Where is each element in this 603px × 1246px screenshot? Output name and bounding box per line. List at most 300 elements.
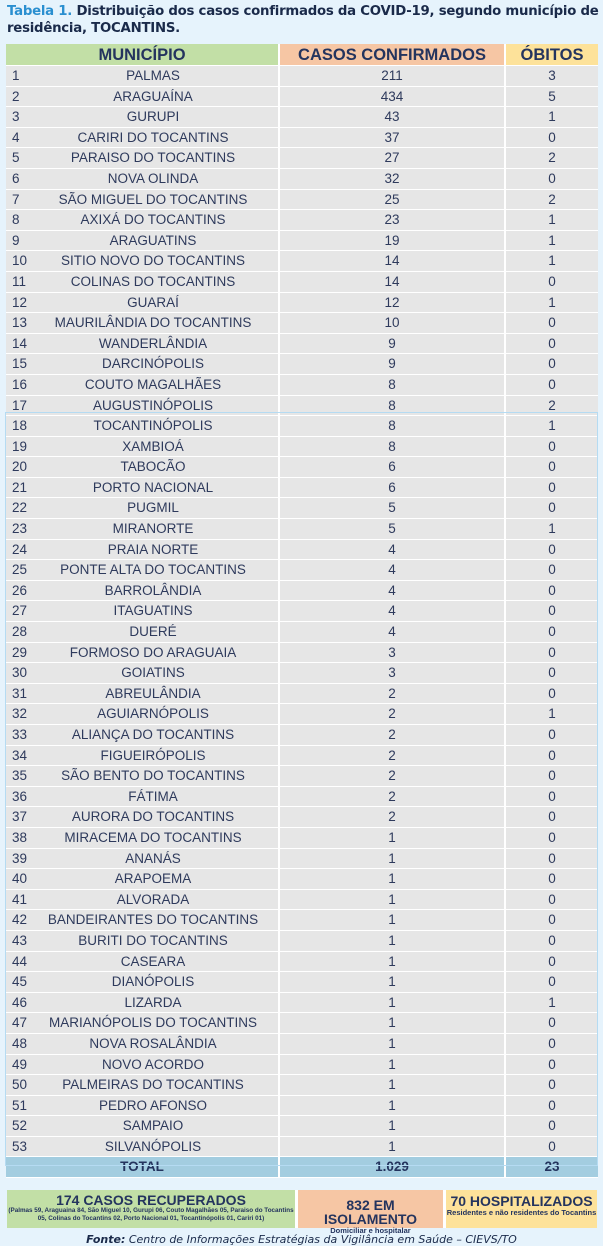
municipio-cell bbox=[6, 478, 280, 499]
casos-cell: 1 bbox=[280, 1075, 506, 1096]
obitos-cell: 0 bbox=[506, 313, 598, 334]
municipio-name: SÃO BENTO DO TOCANTINS bbox=[61, 768, 245, 784]
municipio-name: NOVO ACORDO bbox=[101, 1056, 204, 1072]
casos-cell: 8 bbox=[280, 437, 506, 458]
source-label: Fonte: bbox=[86, 1233, 126, 1246]
obitos-cell: 0 bbox=[506, 746, 598, 767]
municipio-name: TABOCÃO bbox=[120, 459, 186, 475]
municipio-name: PORTO NACIONAL bbox=[92, 479, 214, 495]
row-number: 24 bbox=[12, 541, 28, 557]
total-label: TOTAL bbox=[6, 1157, 280, 1178]
table-row bbox=[6, 210, 598, 231]
table-row bbox=[6, 1137, 598, 1158]
municipio-name: AXIXÁ DO TOCANTINS bbox=[80, 212, 226, 228]
casos-cell: 12 bbox=[280, 293, 506, 314]
obitos-cell: 0 bbox=[506, 869, 598, 890]
table-row bbox=[6, 787, 598, 808]
summary-recuperados bbox=[7, 1190, 298, 1228]
municipio-cell bbox=[6, 169, 280, 190]
obitos-cell: 0 bbox=[506, 478, 598, 499]
casos-cell: 211 bbox=[280, 66, 506, 87]
table-row bbox=[6, 560, 598, 581]
recuperados-title: 174 CASOS RECUPERADOS bbox=[56, 1192, 246, 1208]
municipio-name: BURITI DO TOCANTINS bbox=[78, 932, 228, 948]
municipio-name: BARROLÂNDIA bbox=[104, 582, 202, 598]
municipio-name: GOIATINS bbox=[121, 665, 185, 681]
table-row bbox=[6, 251, 598, 272]
obitos-cell: 1 bbox=[506, 210, 598, 231]
municipio-name: AUGUSTINÓPOLIS bbox=[92, 397, 214, 413]
municipio-cell bbox=[6, 643, 280, 664]
obitos-cell: 0 bbox=[506, 1013, 598, 1034]
row-number: 51 bbox=[12, 1097, 28, 1113]
municipio-name: CASEARA bbox=[120, 953, 186, 969]
row-number: 21 bbox=[12, 479, 28, 495]
obitos-cell: 0 bbox=[506, 560, 598, 581]
table-row bbox=[6, 910, 598, 931]
table-row bbox=[6, 704, 598, 725]
municipio-name: LIZARDA bbox=[124, 994, 182, 1010]
table-title-label: Tabela 1. bbox=[7, 4, 73, 19]
obitos-cell: 1 bbox=[506, 519, 598, 540]
municipio-cell bbox=[6, 375, 280, 396]
municipio-name: WANDERLÂNDIA bbox=[98, 335, 208, 351]
row-number: 8 bbox=[12, 212, 20, 228]
municipio-cell bbox=[6, 993, 280, 1014]
casos-cell: 1 bbox=[280, 1013, 506, 1034]
row-number: 13 bbox=[12, 315, 28, 331]
municipio-cell bbox=[6, 231, 280, 252]
municipio-cell bbox=[6, 498, 280, 519]
municipio-name: FÁTIMA bbox=[128, 788, 178, 804]
hospitalizados-title: 70 HOSPITALIZADOS bbox=[450, 1193, 593, 1209]
table-row bbox=[6, 478, 598, 499]
row-number: 25 bbox=[12, 562, 28, 578]
table-row bbox=[6, 890, 598, 911]
municipio-cell bbox=[6, 704, 280, 725]
municipio-cell bbox=[6, 293, 280, 314]
table-title-text: Distribuição dos casos confirmados da COVID-19, segundo município de residência, TOCANTINS. bbox=[7, 4, 599, 36]
municipio-name: MAURILÂNDIA DO TOCANTINS bbox=[54, 315, 252, 331]
table-row bbox=[6, 293, 598, 314]
row-number: 12 bbox=[12, 294, 28, 310]
municipio-cell bbox=[6, 766, 280, 787]
header-casos-confirmados: CASOS CONFIRMADOS bbox=[280, 44, 506, 66]
table-row bbox=[6, 601, 598, 622]
table-row bbox=[6, 457, 598, 478]
casos-cell: 19 bbox=[280, 231, 506, 252]
municipio-cell bbox=[6, 334, 280, 355]
municipio-name: ARAGUATINS bbox=[109, 232, 197, 248]
obitos-cell: 0 bbox=[506, 354, 598, 375]
municipio-cell bbox=[6, 190, 280, 211]
row-number: 50 bbox=[12, 1077, 28, 1093]
row-number: 1 bbox=[12, 68, 20, 83]
table-row bbox=[6, 437, 598, 458]
casos-cell: 37 bbox=[280, 128, 506, 149]
municipio-name: PALMAS bbox=[126, 68, 180, 83]
summary-hospitalizados bbox=[446, 1190, 597, 1228]
casos-cell: 5 bbox=[280, 519, 506, 540]
municipio-name: AGUIARNÓPOLIS bbox=[97, 706, 209, 722]
casos-cell: 1 bbox=[280, 849, 506, 870]
obitos-cell: 0 bbox=[506, 931, 598, 952]
table-row bbox=[6, 416, 598, 437]
municipio-name: PEDRO AFONSO bbox=[98, 1097, 208, 1113]
municipio-cell bbox=[6, 457, 280, 478]
municipio-name: COLINAS DO TOCANTINS bbox=[70, 273, 236, 289]
municipio-cell bbox=[6, 107, 280, 128]
row-number: 22 bbox=[12, 500, 28, 516]
table-row bbox=[6, 272, 598, 293]
obitos-cell: 0 bbox=[506, 272, 598, 293]
municipio-cell bbox=[6, 210, 280, 231]
obitos-cell: 0 bbox=[506, 1055, 598, 1076]
casos-cell: 9 bbox=[280, 334, 506, 355]
municipio-cell bbox=[6, 251, 280, 272]
row-number: 6 bbox=[12, 170, 20, 186]
row-number: 29 bbox=[12, 644, 28, 660]
casos-cell: 8 bbox=[280, 375, 506, 396]
casos-cell: 8 bbox=[280, 416, 506, 437]
obitos-cell: 1 bbox=[506, 993, 598, 1014]
casos-cell: 14 bbox=[280, 272, 506, 293]
casos-cell: 2 bbox=[280, 725, 506, 746]
casos-cell: 2 bbox=[280, 746, 506, 767]
obitos-cell: 2 bbox=[506, 396, 598, 417]
municipio-cell bbox=[6, 869, 280, 890]
municipio-cell bbox=[6, 601, 280, 622]
municipio-name: MARIANÓPOLIS DO TOCANTINS bbox=[48, 1015, 258, 1031]
municipio-name: CARIRI DO TOCANTINS bbox=[77, 129, 229, 145]
obitos-cell: 0 bbox=[506, 457, 598, 478]
municipio-name: NOVA ROSALÂNDIA bbox=[89, 1035, 217, 1051]
total-obitos: 23 bbox=[506, 1157, 598, 1178]
row-number: 26 bbox=[12, 582, 28, 598]
table-row bbox=[6, 725, 598, 746]
municipio-name: PARAISO DO TOCANTINS bbox=[70, 150, 236, 166]
municipio-cell bbox=[6, 1013, 280, 1034]
obitos-cell: 0 bbox=[506, 540, 598, 561]
municipio-name: MIRACEMA DO TOCANTINS bbox=[64, 829, 242, 845]
row-number: 35 bbox=[12, 768, 28, 784]
casos-cell: 3 bbox=[280, 643, 506, 664]
row-number: 45 bbox=[12, 974, 28, 990]
municipio-name: GURUPI bbox=[126, 109, 180, 125]
table-row bbox=[6, 107, 598, 128]
municipio-name: ANANÁS bbox=[125, 850, 181, 866]
municipio-cell bbox=[6, 87, 280, 108]
row-number: 49 bbox=[12, 1056, 28, 1072]
row-number: 52 bbox=[12, 1118, 28, 1134]
obitos-cell: 1 bbox=[506, 293, 598, 314]
row-number: 30 bbox=[12, 665, 28, 681]
obitos-cell: 0 bbox=[506, 1096, 598, 1117]
casos-cell: 3 bbox=[280, 663, 506, 684]
table-row bbox=[6, 807, 598, 828]
row-number: 40 bbox=[12, 871, 28, 887]
table-row bbox=[6, 354, 598, 375]
casos-cell: 9 bbox=[280, 354, 506, 375]
municipio-cell bbox=[6, 890, 280, 911]
municipio-name: DARCINÓPOLIS bbox=[101, 356, 205, 372]
row-number: 15 bbox=[12, 356, 28, 372]
obitos-cell: 0 bbox=[506, 663, 598, 684]
row-number: 9 bbox=[12, 232, 20, 248]
obitos-cell: 0 bbox=[506, 1034, 598, 1055]
municipio-cell bbox=[6, 519, 280, 540]
municipio-cell bbox=[6, 787, 280, 808]
municipio-cell bbox=[6, 560, 280, 581]
casos-cell: 5 bbox=[280, 498, 506, 519]
municipio-name: FIGUEIRÓPOLIS bbox=[100, 747, 206, 763]
casos-cell: 1 bbox=[280, 952, 506, 973]
obitos-cell: 0 bbox=[506, 725, 598, 746]
table-row bbox=[6, 643, 598, 664]
obitos-cell: 2 bbox=[506, 148, 598, 169]
covid-table bbox=[6, 44, 598, 1179]
casos-cell: 43 bbox=[280, 107, 506, 128]
casos-cell: 32 bbox=[280, 169, 506, 190]
municipio-name: MIRANORTE bbox=[112, 521, 194, 537]
header-municipio: MUNICÍPIO bbox=[6, 44, 280, 66]
obitos-cell: 0 bbox=[506, 828, 598, 849]
casos-cell: 1 bbox=[280, 828, 506, 849]
casos-cell: 10 bbox=[280, 313, 506, 334]
table-row bbox=[6, 1096, 598, 1117]
table-row bbox=[6, 148, 598, 169]
municipio-name: ALIANÇA DO TOCANTINS bbox=[71, 727, 235, 742]
municipio-cell bbox=[6, 1096, 280, 1117]
municipio-name: ARAPOEMA bbox=[114, 871, 192, 887]
row-number: 2 bbox=[12, 88, 20, 104]
casos-cell: 1 bbox=[280, 1055, 506, 1076]
table-row bbox=[6, 581, 598, 602]
obitos-cell: 0 bbox=[506, 787, 598, 808]
municipio-cell bbox=[6, 684, 280, 705]
table-row bbox=[6, 622, 598, 643]
row-number: 20 bbox=[12, 459, 28, 475]
municipio-cell bbox=[6, 622, 280, 643]
casos-cell: 6 bbox=[280, 478, 506, 499]
municipio-cell bbox=[6, 849, 280, 870]
casos-cell: 1 bbox=[280, 1034, 506, 1055]
table-row bbox=[6, 128, 598, 149]
casos-cell: 4 bbox=[280, 581, 506, 602]
obitos-cell: 0 bbox=[506, 849, 598, 870]
obitos-cell: 0 bbox=[506, 169, 598, 190]
table-row bbox=[6, 684, 598, 705]
municipio-name: FORMOSO DO ARAGUAIA bbox=[69, 644, 237, 660]
recuperados-detail: (Palmas 59, Araguaina 84, São Miguel 10, Gurupi 06, Couto Magalhães 05, Paraiso do Tocantins 05, Colinas do Tocantins 02, Porto Nacional 01, Tocantinópolis 01, Cariri 01) bbox=[8, 1207, 294, 1222]
table-row bbox=[6, 663, 598, 684]
table-row bbox=[6, 828, 598, 849]
row-number: 17 bbox=[12, 397, 28, 413]
obitos-cell: 3 bbox=[506, 66, 598, 87]
obitos-cell: 0 bbox=[506, 334, 598, 355]
obitos-cell: 2 bbox=[506, 190, 598, 211]
municipio-name: TOCANTINÓPOLIS bbox=[93, 418, 213, 434]
obitos-cell: 0 bbox=[506, 1116, 598, 1137]
obitos-cell: 0 bbox=[506, 910, 598, 931]
obitos-cell: 0 bbox=[506, 1137, 598, 1158]
municipio-name: BANDEIRANTES DO TOCANTINS bbox=[47, 912, 259, 928]
municipio-cell bbox=[6, 828, 280, 849]
municipio-cell bbox=[6, 1034, 280, 1055]
table-row bbox=[6, 993, 598, 1014]
table-row bbox=[6, 1034, 598, 1055]
table-row bbox=[6, 869, 598, 890]
municipio-cell bbox=[6, 396, 280, 417]
obitos-cell: 5 bbox=[506, 87, 598, 108]
municipio-cell bbox=[6, 1137, 280, 1158]
row-number: 39 bbox=[12, 850, 28, 866]
row-number: 47 bbox=[12, 1015, 28, 1031]
municipio-cell bbox=[6, 1055, 280, 1076]
table-row bbox=[6, 1055, 598, 1076]
casos-cell: 2 bbox=[280, 704, 506, 725]
municipio-name: PALMEIRAS DO TOCANTINS bbox=[62, 1077, 244, 1093]
casos-cell: 25 bbox=[280, 190, 506, 211]
obitos-cell: 0 bbox=[506, 952, 598, 973]
obitos-cell: 0 bbox=[506, 643, 598, 664]
row-number: 31 bbox=[12, 685, 28, 701]
hospitalizados-detail: Residentes e não residentes do Tocantins bbox=[446, 1208, 597, 1217]
municipio-name: SITIO NOVO DO TOCANTINS bbox=[60, 253, 246, 269]
row-number: 38 bbox=[12, 829, 28, 845]
municipio-cell bbox=[6, 313, 280, 334]
municipio-cell bbox=[6, 128, 280, 149]
row-number: 32 bbox=[12, 706, 28, 722]
casos-cell: 1 bbox=[280, 1096, 506, 1117]
obitos-cell: 0 bbox=[506, 890, 598, 911]
municipio-name: PRAIA NORTE bbox=[107, 541, 199, 557]
summary-isolamento bbox=[298, 1190, 446, 1235]
municipio-cell bbox=[6, 437, 280, 458]
row-number: 18 bbox=[12, 418, 28, 434]
municipio-cell bbox=[6, 663, 280, 684]
row-number: 36 bbox=[12, 788, 28, 804]
municipio-cell bbox=[6, 910, 280, 931]
municipio-cell bbox=[6, 66, 280, 87]
casos-cell: 4 bbox=[280, 560, 506, 581]
casos-cell: 2 bbox=[280, 787, 506, 808]
casos-cell: 1 bbox=[280, 869, 506, 890]
obitos-cell: 0 bbox=[506, 601, 598, 622]
table-row bbox=[6, 231, 598, 252]
casos-cell: 4 bbox=[280, 540, 506, 561]
casos-cell: 23 bbox=[280, 210, 506, 231]
casos-cell: 6 bbox=[280, 457, 506, 478]
obitos-cell: 1 bbox=[506, 251, 598, 272]
table-row bbox=[6, 766, 598, 787]
row-number: 46 bbox=[12, 994, 28, 1010]
obitos-cell: 0 bbox=[506, 684, 598, 705]
municipio-name: ARAGUAÍNA bbox=[113, 88, 193, 104]
casos-cell: 4 bbox=[280, 622, 506, 643]
obitos-cell: 0 bbox=[506, 807, 598, 828]
isolamento-title: 832 EM ISOLAMENTO bbox=[323, 1197, 418, 1227]
row-number: 27 bbox=[12, 603, 28, 619]
municipio-name: XAMBIOÁ bbox=[122, 438, 184, 454]
table-row bbox=[6, 334, 598, 355]
municipio-cell bbox=[6, 972, 280, 993]
obitos-cell: 1 bbox=[506, 231, 598, 252]
municipio-name: COUTO MAGALHÃES bbox=[84, 376, 222, 392]
municipio-name: DIANÓPOLIS bbox=[111, 974, 195, 990]
municipio-cell bbox=[6, 148, 280, 169]
municipio-cell bbox=[6, 581, 280, 602]
casos-cell: 1 bbox=[280, 972, 506, 993]
row-number: 43 bbox=[12, 932, 28, 948]
casos-cell: 1 bbox=[280, 993, 506, 1014]
obitos-cell: 0 bbox=[506, 437, 598, 458]
municipio-cell bbox=[6, 725, 280, 746]
municipio-name: SÃO MIGUEL DO TOCANTINS bbox=[58, 191, 248, 207]
table-row bbox=[6, 313, 598, 334]
municipio-cell bbox=[6, 354, 280, 375]
obitos-cell: 0 bbox=[506, 581, 598, 602]
casos-cell: 1 bbox=[280, 910, 506, 931]
row-number: 37 bbox=[12, 809, 28, 825]
obitos-cell: 0 bbox=[506, 128, 598, 149]
casos-cell: 14 bbox=[280, 251, 506, 272]
municipio-name: NOVA OLINDA bbox=[107, 170, 199, 186]
table-row bbox=[6, 540, 598, 561]
source-note bbox=[0, 1233, 603, 1246]
municipio-name: PUGMIL bbox=[127, 500, 179, 516]
obitos-cell: 0 bbox=[506, 1075, 598, 1096]
table-row bbox=[6, 1013, 598, 1034]
municipio-cell bbox=[6, 807, 280, 828]
casos-cell: 1 bbox=[280, 931, 506, 952]
casos-cell: 27 bbox=[280, 148, 506, 169]
obitos-cell: 0 bbox=[506, 972, 598, 993]
table-title bbox=[7, 3, 599, 37]
table-row bbox=[6, 498, 598, 519]
casos-cell: 2 bbox=[280, 766, 506, 787]
municipio-name: PONTE ALTA DO TOCANTINS bbox=[60, 562, 246, 578]
table-row bbox=[6, 746, 598, 767]
row-number: 34 bbox=[12, 747, 28, 763]
casos-cell: 4 bbox=[280, 601, 506, 622]
header-obitos: ÓBITOS bbox=[506, 44, 598, 66]
row-number: 23 bbox=[12, 521, 28, 537]
obitos-cell: 0 bbox=[506, 375, 598, 396]
row-number: 42 bbox=[12, 912, 28, 928]
municipio-name: ITAGUATINS bbox=[113, 603, 193, 619]
municipio-name: GUARAÍ bbox=[127, 294, 179, 310]
row-number: 4 bbox=[12, 129, 20, 145]
municipio-cell bbox=[6, 1075, 280, 1096]
municipio-name: ALVORADA bbox=[116, 891, 190, 907]
total-row bbox=[6, 1157, 598, 1179]
row-number: 3 bbox=[12, 109, 20, 125]
table-row bbox=[6, 931, 598, 952]
table-row bbox=[6, 169, 598, 190]
table-row bbox=[6, 1116, 598, 1137]
row-number: 10 bbox=[12, 253, 28, 269]
row-number: 41 bbox=[12, 891, 28, 907]
municipio-name: SILVANÓPOLIS bbox=[104, 1138, 202, 1154]
municipio-cell bbox=[6, 931, 280, 952]
row-number: 28 bbox=[12, 624, 28, 640]
obitos-cell: 1 bbox=[506, 704, 598, 725]
table-row bbox=[6, 849, 598, 870]
casos-cell: 2 bbox=[280, 684, 506, 705]
row-number: 48 bbox=[12, 1035, 28, 1051]
obitos-cell: 0 bbox=[506, 498, 598, 519]
